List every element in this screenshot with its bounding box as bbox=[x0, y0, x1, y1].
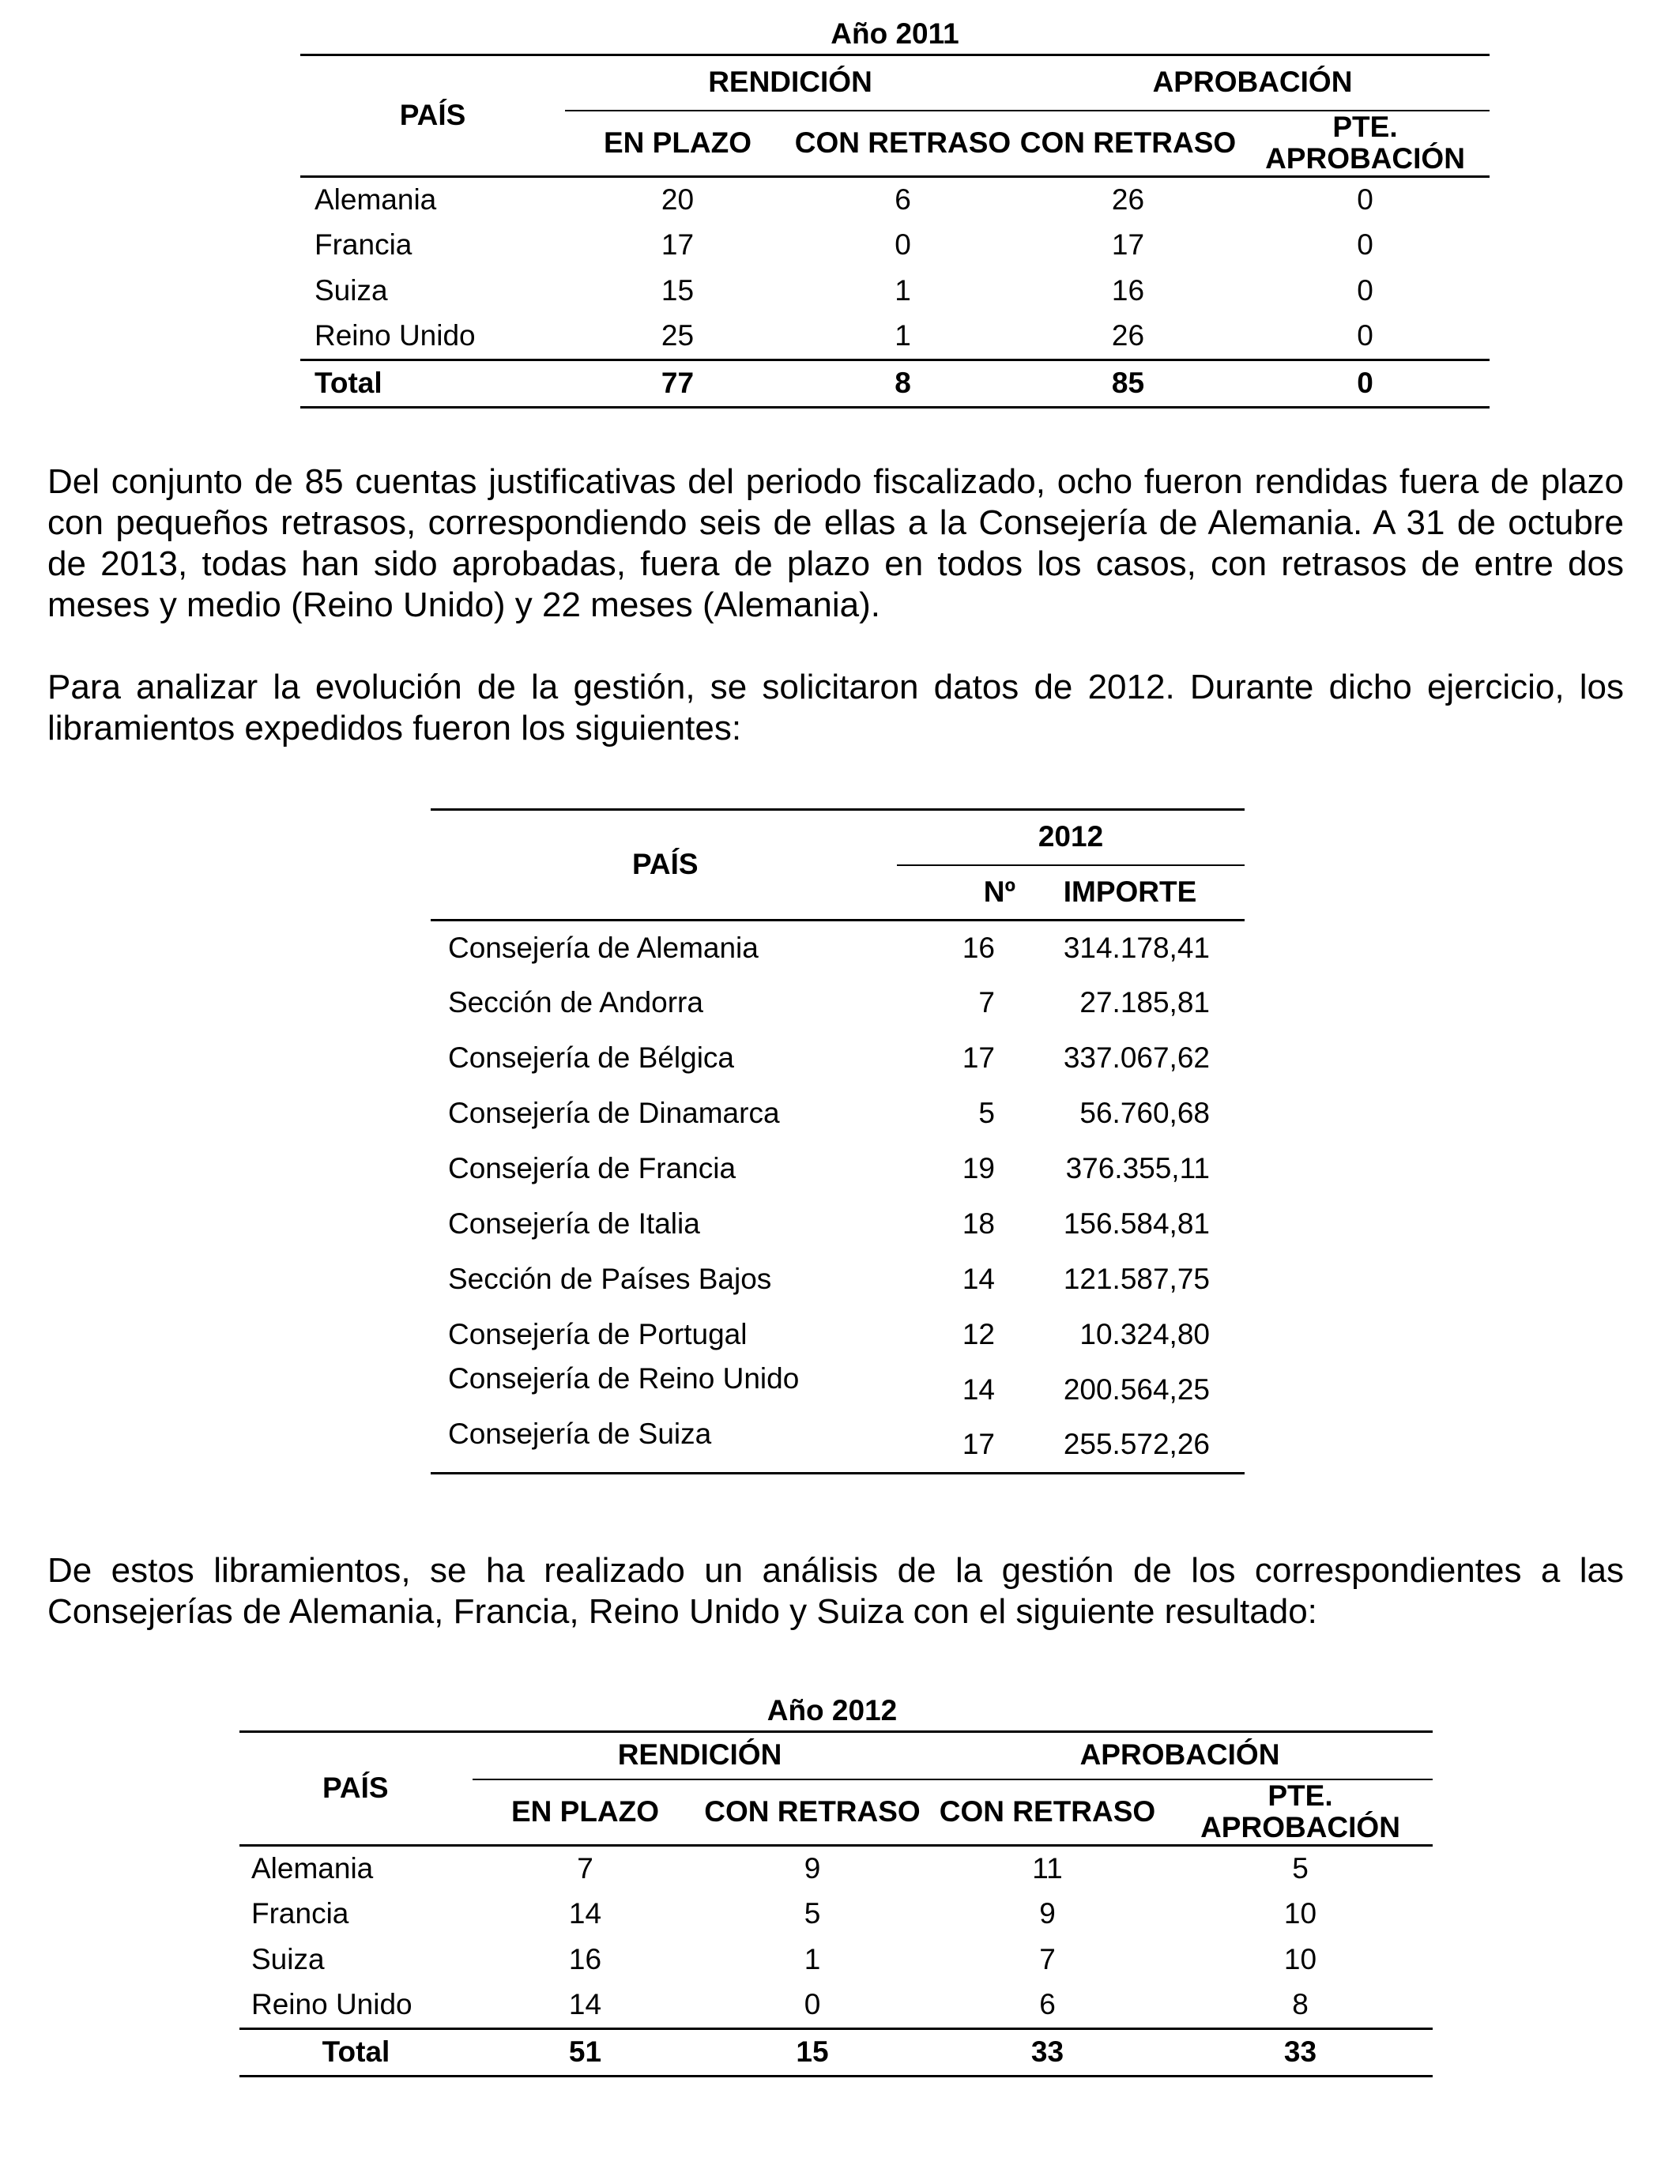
cell-numero: 16 bbox=[962, 931, 995, 964]
header-con-retraso-rendicion: CON RETRASO bbox=[790, 111, 1015, 177]
table-row bbox=[431, 1418, 1245, 1474]
header-rendicion: RENDICIÓN bbox=[473, 1732, 927, 1779]
row-country: Reino Unido bbox=[251, 1988, 412, 2021]
table-row bbox=[431, 1308, 1245, 1363]
cell-value: 10 bbox=[1283, 1943, 1317, 1976]
cell-importe: 156.584,81 bbox=[1063, 1207, 1210, 1241]
cell-value: 17 bbox=[1111, 228, 1145, 262]
cell-value: 6 bbox=[895, 183, 911, 216]
table-2011-grid bbox=[300, 54, 1490, 409]
total-row bbox=[300, 360, 1490, 407]
table-2012 bbox=[239, 1691, 1433, 2077]
table-row bbox=[431, 1086, 1245, 1142]
total-value: 15 bbox=[698, 2028, 927, 2076]
table-row bbox=[300, 176, 1490, 222]
total-label: Total bbox=[300, 360, 565, 407]
header-rendicion: RENDICIÓN bbox=[565, 55, 1015, 111]
table-row bbox=[431, 1031, 1245, 1086]
cell-value: 9 bbox=[1039, 1897, 1056, 1930]
total-value: 33 bbox=[1168, 2028, 1433, 2076]
cell-importe: 337.067,62 bbox=[1063, 1041, 1210, 1075]
header-country: PAÍS bbox=[300, 55, 565, 177]
table-row bbox=[300, 222, 1490, 268]
cell-value: 26 bbox=[1111, 183, 1145, 216]
cell-value: 14 bbox=[568, 1897, 602, 1930]
row-entity: Sección de Andorra bbox=[448, 986, 703, 1019]
header-con-retraso-aprobacion: CON RETRASO bbox=[1015, 111, 1241, 177]
row-country: Alemania bbox=[251, 1851, 374, 1885]
table-2011 bbox=[300, 14, 1490, 409]
total-value: 51 bbox=[473, 2028, 698, 2076]
cell-value: 0 bbox=[1357, 183, 1373, 216]
table-row bbox=[239, 1983, 1433, 2028]
cell-value: 20 bbox=[661, 183, 695, 216]
table-row bbox=[431, 976, 1245, 1031]
cell-numero: 19 bbox=[962, 1152, 995, 1185]
cell-numero: 14 bbox=[962, 1373, 995, 1406]
table-libramientos-grid bbox=[431, 808, 1245, 1474]
row-entity: Consejería de Suiza bbox=[431, 1418, 897, 1474]
cell-value: 6 bbox=[1039, 1988, 1056, 2021]
row-entity: Consejería de Dinamarca bbox=[448, 1097, 780, 1130]
cell-value: 1 bbox=[804, 1943, 821, 1976]
row-country: Reino Unido bbox=[315, 319, 476, 352]
row-entity: Sección de Países Bajos bbox=[448, 1263, 772, 1296]
cell-value: 9 bbox=[804, 1851, 821, 1885]
cell-value: 25 bbox=[661, 319, 695, 352]
header-country: PAÍS bbox=[431, 810, 897, 921]
row-country: Suiza bbox=[315, 274, 388, 307]
header-en-plazo: EN PLAZO bbox=[565, 111, 790, 177]
header-numero: Nº bbox=[897, 865, 1015, 921]
cell-importe: 56.760,68 bbox=[1079, 1097, 1210, 1130]
cell-numero: 7 bbox=[978, 986, 995, 1019]
table-row bbox=[300, 314, 1490, 360]
total-value: 0 bbox=[1241, 360, 1490, 407]
row-entity: Consejería de Italia bbox=[448, 1207, 700, 1241]
cell-value: 5 bbox=[1292, 1851, 1309, 1885]
header-importe: IMPORTE bbox=[1015, 865, 1245, 921]
row-entity: Consejería de Francia bbox=[448, 1152, 736, 1185]
cell-value: 17 bbox=[661, 228, 695, 262]
cell-importe: 121.587,75 bbox=[1063, 1263, 1210, 1296]
total-value: 8 bbox=[790, 360, 1015, 407]
cell-value: 8 bbox=[1292, 1988, 1309, 2021]
cell-value: 16 bbox=[1111, 274, 1145, 307]
row-entity: Consejería de Portugal bbox=[448, 1318, 748, 1351]
header-country: PAÍS bbox=[239, 1732, 473, 1846]
cell-value: 15 bbox=[661, 274, 695, 307]
total-value: 33 bbox=[927, 2028, 1168, 2076]
row-country: Francia bbox=[251, 1897, 349, 1930]
cell-numero: 12 bbox=[962, 1318, 995, 1351]
table-2011-caption: Año 2011 bbox=[831, 17, 959, 50]
cell-value: 10 bbox=[1283, 1897, 1317, 1930]
paragraph-cuentas: Del conjunto de 85 cuentas justificativas del periodo fiscalizado, ocho fueron rendidas fuera de plazo con pequeños retrasos, correspondiendo seis de ellas a la Consejería de Alemania. A 31 de octubre de 2013, todas han sido aprobadas, fuera de plazo en todos los casos, con retrasos de entre dos meses y medio (Reino Unido) y 22 meses (Alemania). bbox=[47, 462, 1624, 624]
cell-value: 0 bbox=[1357, 228, 1373, 262]
cell-numero: 17 bbox=[897, 1418, 1015, 1474]
cell-importe: 27.185,81 bbox=[1079, 986, 1210, 1019]
cell-importe: 200.564,25 bbox=[1063, 1373, 1210, 1406]
table-2012-caption: Año 2012 bbox=[767, 1694, 898, 1726]
cell-value: 16 bbox=[568, 1943, 602, 1976]
cell-value: 26 bbox=[1111, 319, 1145, 352]
cell-value: 11 bbox=[1032, 1851, 1063, 1885]
cell-value: 0 bbox=[1357, 319, 1373, 352]
paragraph-analisis: De estos libramientos, se ha realizado un análisis de la gestión de los correspondientes a las Consejerías de Alemania, Francia, Reino Unido y Suiza con el siguiente resultado: bbox=[47, 1551, 1624, 1631]
header-con-retraso-rendicion: CON RETRASO bbox=[698, 1779, 927, 1846]
table-row bbox=[239, 1845, 1433, 1891]
cell-value: 0 bbox=[1357, 274, 1373, 307]
cell-numero: 18 bbox=[962, 1207, 995, 1241]
header-year: 2012 bbox=[897, 810, 1245, 865]
cell-value: 7 bbox=[577, 1851, 593, 1885]
header-en-plazo: EN PLAZO bbox=[473, 1779, 698, 1846]
table-row bbox=[431, 1197, 1245, 1252]
cell-value: 7 bbox=[1039, 1943, 1056, 1976]
total-value: 77 bbox=[565, 360, 790, 407]
cell-value: 0 bbox=[895, 228, 911, 262]
row-country: Suiza bbox=[251, 1943, 325, 1976]
cell-value: 0 bbox=[804, 1988, 821, 2021]
header-pte-aprobacion: PTE. APROBACIÓN bbox=[1241, 111, 1490, 177]
table-row bbox=[431, 1252, 1245, 1308]
cell-value: 14 bbox=[568, 1988, 602, 2021]
cell-importe: 255.572,26 bbox=[1015, 1418, 1245, 1474]
cell-importe: 314.178,41 bbox=[1063, 931, 1210, 964]
cell-value: 1 bbox=[895, 319, 911, 352]
total-row bbox=[239, 2028, 1433, 2076]
cell-importe: 10.324,80 bbox=[1079, 1318, 1210, 1351]
row-country: Francia bbox=[315, 228, 412, 262]
table-row bbox=[300, 268, 1490, 314]
cell-numero: 5 bbox=[978, 1097, 995, 1130]
table-2012-grid bbox=[239, 1730, 1433, 2077]
paragraph-evolucion: Para analizar la evolución de la gestión, se solicitaron datos de 2012. Durante dicho ejercicio, los libramientos expedidos fueron los siguientes: bbox=[47, 668, 1624, 747]
table-row bbox=[431, 1142, 1245, 1197]
cell-numero: 17 bbox=[962, 1041, 995, 1075]
header-pte-aprobacion: PTE. APROBACIÓN bbox=[1168, 1779, 1433, 1846]
cell-importe: 376.355,11 bbox=[1065, 1152, 1210, 1185]
table-row bbox=[431, 1363, 1245, 1418]
header-aprobacion: APROBACIÓN bbox=[927, 1732, 1433, 1779]
table-libramientos-2012 bbox=[431, 808, 1245, 1474]
table-row bbox=[431, 921, 1245, 976]
total-label: Total bbox=[239, 2028, 473, 2076]
cell-value: 5 bbox=[804, 1897, 821, 1930]
table-row bbox=[239, 1937, 1433, 1983]
cell-value: 1 bbox=[895, 274, 911, 307]
header-aprobacion: APROBACIÓN bbox=[1015, 55, 1490, 111]
row-entity: Consejería de Reino Unido bbox=[448, 1361, 800, 1395]
row-entity: Consejería de Alemania bbox=[448, 931, 759, 964]
header-con-retraso-aprobacion: CON RETRASO bbox=[927, 1779, 1168, 1846]
table-row bbox=[239, 1891, 1433, 1937]
row-entity: Consejería de Bélgica bbox=[448, 1041, 734, 1075]
total-value: 85 bbox=[1015, 360, 1241, 407]
cell-numero: 14 bbox=[962, 1263, 995, 1296]
row-country: Alemania bbox=[315, 183, 437, 216]
